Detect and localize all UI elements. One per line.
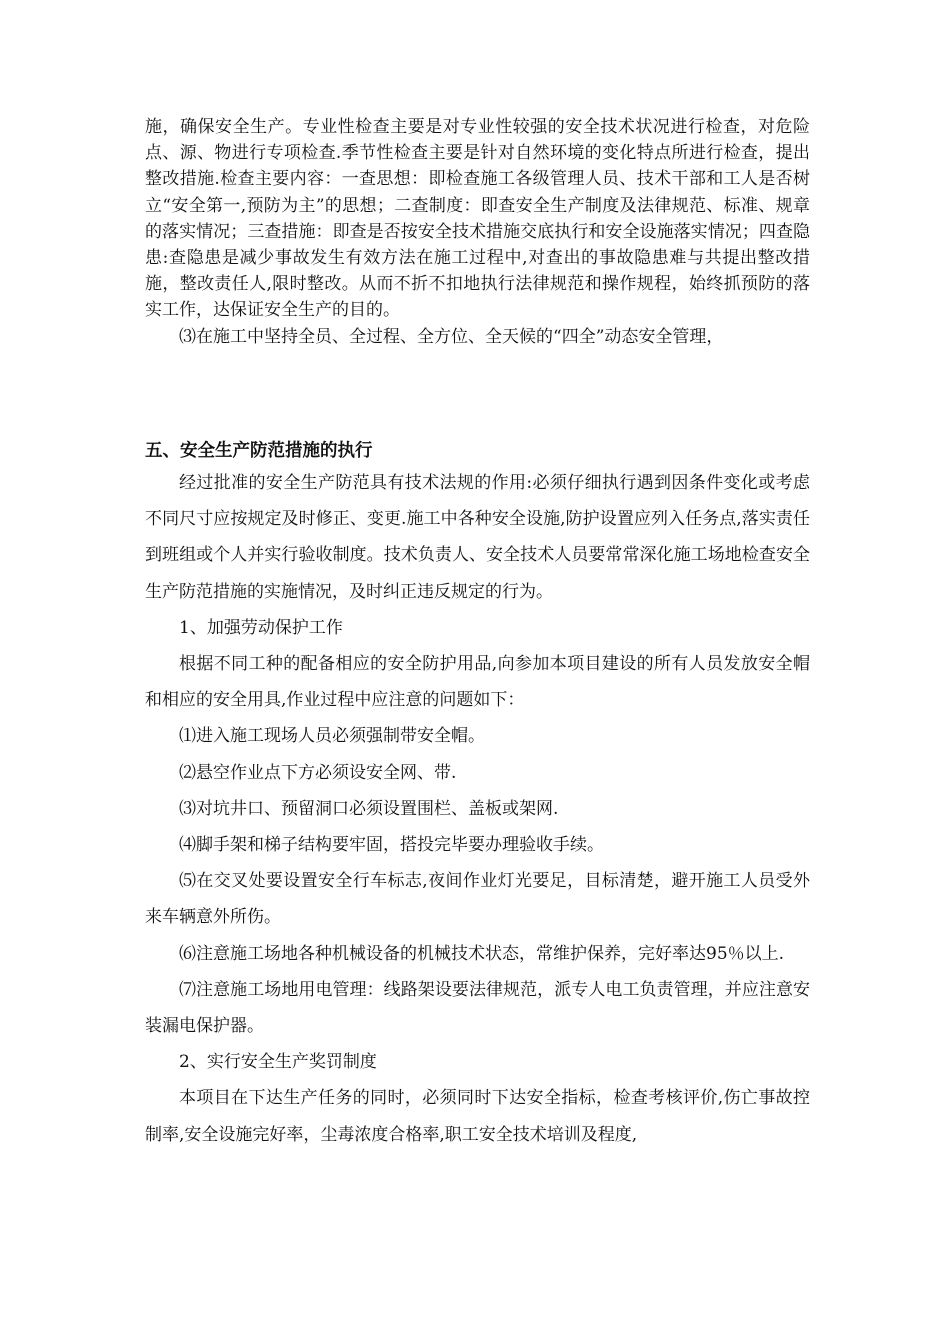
list-item: ⑷脚手架和梯子结构要牢固，搭投完毕要办理验收手续。: [179, 835, 604, 856]
section-5-heading: 五、安全生产防范措施的执行: [145, 441, 373, 461]
list-item: ⑹注意施工场地各种机械设备的机械技术状态，常维护保养，完好率达95％以上.: [179, 943, 785, 964]
subsection-2-title: 2、实行安全生产奖罚制度: [179, 1052, 377, 1073]
continued-section: [145, 114, 810, 350]
list-item: ⑵悬空作业点下方必须设安全网、带.: [179, 762, 457, 783]
point-3-paragraph: ⑶在施工中坚持全员、全过程、全方位、全天候的“四全”动态安全管理，: [179, 326, 724, 347]
list-item: ⑶对坑井口、预留洞口必须设置围栏、盖板或架网.: [179, 798, 559, 819]
list-item: ⑴进入施工现场人员必须强制带安全帽。: [179, 726, 485, 747]
list-item: ⑸在交叉处要设置安全行车标志,夜间作业灯光要足，目标清楚，避开施工人员受外来车辆意外所伤。: [145, 871, 810, 928]
intro-paragraph: 施，确保安全生产。专业性检查主要是对专业性较强的安全技术状况进行检查，对危险点、源、物进行专项检查.季节性检查主要是针对自然环境的变化特点所进行检查，提出整改措施.检查主要内容：一查思想：即检查施工各级管理人员、技术干部和工人是否树立“安全第一,预防为主”的思想；二查制度：即查安全生产制度及法律规范、标准、规章的落实情况；三查措施：即查是否按安全技术措施交底执行和安全设施落实情况；四查隐患:查隐患是减少事故发生有效方法在施工过程中,对查出的事故隐患难与共提出整改措施，整改责任人,限时整改。从而不折不扣地执行法律规范和操作规程，始终抓预防的落实工作，达保证安全生产的目的。: [145, 117, 810, 321]
subsection-2-intro: 本项目在下达生产任务的同时，必须同时下达安全指标，检查考核评价,伤亡事故控制率,安全设施完好率，尘毒浓度合格率,职工安全技术培训及程度,: [145, 1088, 810, 1145]
subsection-1-intro: 根据不同工种的配备相应的安全防护用品,向参加本项目建设的所有人员发放安全帽和相应的安全用具,作业过程中应注意的问题如下：: [145, 654, 810, 711]
section-5-body: [145, 465, 810, 1153]
subsection-1-title: 1、加强劳动保护工作: [179, 617, 343, 638]
section-5-intro: 经过批准的安全生产防范具有技术法规的作用:必须仔细执行遇到因条件变化或考虑不同尺寸应按规定及时修正、变更.施工中各种安全设施,防护设置应列入任务点,落实责任到班组或个人并实行验收制度。技术负责人、安全技术人员要常常深化施工场地检查安全生产防范措施的实施情况，及时纠正违反规定的行为。: [145, 473, 810, 602]
list-item: ⑺注意施工场地用电管理：线路架设要法律规范，派专人电工负责管理，并应注意安装漏电保护器。: [145, 979, 810, 1037]
